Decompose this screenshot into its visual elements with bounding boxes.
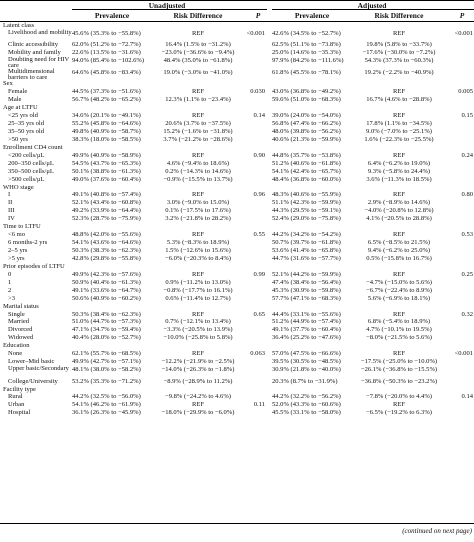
table-row (0, 128, 474, 136)
prevalence-unadjusted: 22.6% (13.5% to −31.6%) (72, 49, 141, 57)
risk-difference-adjusted: −4.7% (−15.0% to 5.6%) (366, 278, 432, 286)
prevalence-unadjusted: 44.2% (32.5% to −56.0%) (72, 393, 141, 401)
risk-difference-adjusted: REF (392, 401, 405, 409)
prevalence-unadjusted: 48.8% (42.0% to −55.6%) (72, 231, 141, 239)
row-label: >500 cells/μL (8, 175, 45, 183)
prevalence-adjusted: 43.0% (36.8% to −49.2%) (272, 88, 341, 96)
risk-difference-adjusted: 2.9% (−8.9% to 14.6%) (367, 199, 431, 207)
section-row (0, 104, 474, 112)
p-value-unadjusted: 0.55 (253, 231, 265, 239)
risk-difference-unadjusted: REF (191, 231, 204, 239)
prevalence-adjusted: 44.7% (31.6% to −57.7%) (272, 254, 341, 262)
section-row (0, 223, 474, 231)
risk-difference-adjusted: −36.8% (−50.3% to −23.2%) (360, 377, 438, 385)
row-label: <6 mo (8, 231, 25, 239)
prevalence-unadjusted: 40.4% (28.0% to −52.7%) (72, 334, 141, 342)
risk-difference-adjusted: −17.5% (−25.0% to −10.0%) (360, 358, 438, 366)
prevalence-adjusted: 45.5% (33.1% to −58.0%) (272, 409, 341, 417)
table-row (0, 255, 474, 263)
p-value-unadjusted: 0.14 (253, 112, 265, 120)
row-label: Female (8, 88, 28, 96)
row-label: Sex (3, 80, 13, 88)
row-label: College/University (8, 377, 58, 385)
table-row (0, 295, 474, 303)
table-row (0, 176, 474, 184)
prevalence-adjusted: 54.1% (42.4% to −65.7%) (272, 167, 341, 175)
row-label: Facility type (3, 385, 36, 393)
risk-difference-unadjusted: REF (191, 350, 204, 358)
p-value-unadjusted: 0.063 (250, 350, 265, 358)
prevalence-adjusted: 39.5% (30.5% to −48.5%) (272, 358, 341, 366)
prevalence-adjusted: 62.5% (51.1% to −73.8%) (272, 41, 341, 49)
risk-difference-unadjusted: REF (191, 88, 204, 96)
risk-difference-adjusted: −17.6% (−30.0% to −7.2%) (362, 49, 436, 57)
prevalence-adjusted: 61.8% (45.5% to −78.1%) (272, 68, 341, 76)
table-row (0, 358, 474, 366)
table-row (0, 88, 474, 96)
row-label: Education (3, 342, 30, 350)
prevalence-adjusted: 44.3% (29.5% to −59.1%) (272, 207, 341, 215)
risk-difference-unadjusted: −3.3% (−20.5% to 13.9%) (163, 326, 233, 334)
prevalence-unadjusted: 42.8% (29.8% to −55.8%) (72, 254, 141, 262)
risk-difference-unadjusted: −12.2% (−21.9% to −2.5%) (161, 358, 235, 366)
prevalence-unadjusted: 50.3% (38.4% to −62.3%) (72, 310, 141, 318)
risk-difference-unadjusted: 3.0% (−9.0% to 15.0%) (166, 199, 230, 207)
risk-difference-unadjusted: −14.0% (−26.3% to −1.8%) (161, 366, 235, 374)
row-label: 25–35 yrs old (8, 120, 45, 127)
row-label: <200 cells/μL (8, 151, 45, 159)
prevalence-unadjusted: 52.3% (28.7% to −75.9%) (72, 215, 141, 223)
prevalence-adjusted: 39.0% (24.0% to −54.0%) (272, 112, 341, 120)
row-label: >5 yrs (8, 254, 25, 262)
risk-difference-adjusted: 6.8% (−5.4% to 18.9%) (367, 318, 431, 326)
table-row (0, 326, 474, 334)
prevalence-adjusted: 20.3% (8.7% to −31.9%) (272, 377, 338, 385)
risk-difference-unadjusted: REF (191, 310, 204, 318)
prevalence-adjusted: 51.2% (40.6% to −61.8%) (272, 159, 341, 167)
prevalence-adjusted: 49.1% (37.7% to −60.4%) (272, 326, 341, 334)
prevalence-adjusted: 97.9% (84.2% to −111.6%) (272, 57, 344, 65)
header-risk-difference-unadjusted: Risk Difference (173, 11, 223, 20)
header-unadjusted: Unadjusted (148, 1, 186, 10)
table-row (0, 191, 474, 199)
header-p-unadjusted: P (255, 11, 261, 20)
prevalence-adjusted: 44.8% (35.7% to −53.8%) (272, 151, 341, 159)
prevalence-unadjusted: 51.0% (44.7% to −57.3%) (72, 318, 141, 326)
prevalence-unadjusted: 62.0% (51.2% to −72.7%) (72, 41, 141, 49)
prevalence-unadjusted: 49.2% (33.9% to −64.4%) (72, 207, 141, 215)
prevalence-unadjusted: 34.6% (20.1% to −49.1%) (72, 112, 141, 120)
table-body (0, 22, 474, 417)
row-label: Age at LTFU (3, 104, 38, 112)
prevalence-adjusted: 52.4% (29.0% to −75.8%) (272, 215, 341, 223)
row-label: Livelihood and mobility (8, 28, 72, 36)
table-row (0, 215, 474, 223)
prevalence-unadjusted: 49.9% (42.7% to −57.1%) (72, 358, 141, 366)
row-label: Latent class (3, 22, 35, 29)
p-value-adjusted: 0.80 (461, 191, 473, 199)
table-row (0, 401, 474, 409)
prevalence-unadjusted: 50.6% (40.9% to −60.2%) (72, 294, 141, 302)
risk-difference-unadjusted: 16.4% (1.5% to −31.2%) (165, 41, 231, 49)
row-label: 2–5 yrs (8, 247, 28, 254)
risk-difference-unadjusted: 12.3% (1.1% to −23.4%) (165, 96, 231, 104)
risk-difference-unadjusted: REF (191, 112, 204, 120)
table-row (0, 271, 474, 279)
prevalence-unadjusted: 52.1% (43.4% to −60.8%) (72, 199, 141, 207)
prevalence-adjusted: 50.7% (39.7% to −61.8%) (272, 239, 341, 247)
table-row (0, 350, 474, 358)
header-prevalence-unadjusted: Prevalence (94, 11, 130, 20)
prevalence-unadjusted: 50.3% (38.3% to −62.3%) (72, 247, 141, 254)
risk-difference-unadjusted: REF (191, 401, 204, 409)
prevalence-adjusted: 53.6% (41.4% to −65.8%) (272, 247, 341, 254)
p-value-adjusted: 0.24 (461, 151, 473, 159)
p-value-unadjusted: 0.90 (253, 151, 265, 159)
row-label: 35–50 yrs old (8, 127, 45, 135)
table-row (0, 168, 474, 176)
table-row (0, 247, 474, 255)
prevalence-unadjusted: 44.5% (37.3% to −51.6%) (72, 88, 141, 96)
risk-difference-unadjusted: −6.0% (−20.3% to 8.4%) (165, 254, 231, 262)
prevalence-adjusted: 57.0% (47.5% to −66.6%) (272, 350, 341, 358)
table-row (0, 287, 474, 295)
table-row (0, 96, 474, 104)
risk-difference-unadjusted: 0.1% (−17.5% to 17.6%) (165, 207, 231, 215)
row-label: Clinic accessibility (8, 41, 58, 49)
table-bottom-rule (0, 523, 474, 524)
risk-difference-adjusted: −26.1% (−36.8% to −15.5%) (360, 366, 438, 374)
risk-difference-unadjusted: 19.0% (−3.0% to −41.0%) (163, 68, 233, 76)
row-label: Urban (8, 401, 25, 409)
risk-difference-adjusted: REF (392, 310, 405, 318)
row-label: II (8, 199, 13, 207)
prevalence-adjusted: 36.4% (25.2% to −47.6%) (272, 334, 341, 342)
table-row (0, 366, 474, 378)
risk-difference-unadjusted: 0.9% (−11.2% to 13.0%) (165, 278, 231, 286)
risk-difference-unadjusted: 3.2% (−21.8% to 28.2%) (165, 215, 231, 223)
risk-difference-adjusted: REF (392, 350, 405, 358)
risk-difference-adjusted: −4.0% (−20.8% to 12.8%) (364, 207, 434, 215)
p-value-adjusted: 0.005 (458, 88, 473, 96)
table-row (0, 318, 474, 326)
row-label: Widowed (8, 334, 34, 342)
row-label: 2 (8, 286, 12, 294)
risk-difference-unadjusted: 20.6% (3.7% to −37.5%) (165, 120, 231, 127)
prevalence-unadjusted: 54.1% (43.6% to −64.6%) (72, 239, 141, 247)
risk-difference-adjusted: −6.7% (−22.4% to 8.9%) (366, 286, 432, 294)
p-value-adjusted: 0.15 (461, 112, 473, 120)
risk-difference-adjusted: REF (392, 29, 405, 37)
row-label: Enrollment CD4 count (3, 143, 63, 151)
table-row (0, 334, 474, 342)
row-label: Married (8, 318, 30, 326)
risk-difference-unadjusted: 0.6% (−11.4% to 12.7%) (165, 294, 231, 302)
risk-difference-adjusted: −6.5% (−19.2% to 6.3%) (366, 409, 432, 417)
section-row (0, 386, 474, 394)
risk-difference-unadjusted: 1.5% (−12.6% to 15.6%) (165, 247, 231, 254)
risk-difference-adjusted: 16.7% (4.6% to −28.8%) (366, 96, 432, 104)
prevalence-adjusted: 56.8% (47.4% to −66.2%) (272, 120, 341, 127)
prevalence-unadjusted: 49.1% (33.6% to −64.7%) (72, 286, 141, 294)
row-label: 0 (8, 270, 12, 278)
continued-note: (continued on next page) (402, 527, 472, 535)
table-row (0, 41, 474, 49)
prevalence-unadjusted: 36.1% (26.3% to −45.9%) (72, 409, 141, 417)
table-row (0, 409, 474, 417)
table-row (0, 30, 474, 42)
p-value-adjusted: 0.14 (461, 393, 473, 401)
prevalence-adjusted: 42.6% (34.5% to −52.7%) (272, 29, 341, 37)
risk-difference-unadjusted: −8.9% (−28.9% to 11.2%) (163, 377, 233, 385)
row-label: 1 (8, 278, 12, 286)
row-label: Marital status (3, 302, 39, 310)
prevalence-adjusted: 52.1% (44.2% to −59.9%) (272, 270, 341, 278)
risk-difference-adjusted: 4.1% (−20.5% to 28.8%) (366, 215, 432, 223)
risk-difference-unadjusted: 0.2% (−14.3% to 14.6%) (165, 167, 231, 175)
table-row (0, 49, 474, 57)
prevalence-adjusted: 48.0% (39.8% to −56.2%) (272, 127, 341, 135)
risk-difference-unadjusted: REF (191, 29, 204, 37)
risk-difference-adjusted: 9.3% (−5.8% to 24.4%) (367, 167, 431, 175)
table-row (0, 160, 474, 168)
header-group-row (0, 0, 474, 10)
prevalence-adjusted: 47.4% (38.4% to −56.4%) (272, 278, 341, 286)
risk-difference-unadjusted: −23.0% (−36.6% to −9.4%) (161, 49, 235, 57)
risk-difference-unadjusted: −9.8% (−24.2% to 4.6%) (165, 393, 231, 401)
prevalence-unadjusted: 49.9% (40.9% to −58.9%) (72, 151, 141, 159)
table-row (0, 311, 474, 319)
row-label: IV (8, 215, 15, 223)
risk-difference-adjusted: 19.2% (−2.2% to −40.9%) (364, 68, 434, 76)
header-column-row (0, 10, 474, 22)
row-label: III (8, 207, 15, 215)
section-row (0, 144, 474, 152)
risk-difference-adjusted: −7.8% (−20.0% to 4.4%) (366, 393, 432, 401)
p-value-unadjusted: 0.65 (253, 310, 265, 318)
prevalence-unadjusted: 50.9% (40.4% to −61.3%) (72, 278, 141, 286)
table-row (0, 207, 474, 215)
risk-difference-unadjusted: 0.7% (−12.1% to 13.4%) (165, 318, 231, 326)
prevalence-unadjusted: 54.1% (46.2% to −61.9%) (72, 401, 141, 409)
table-row (0, 136, 474, 144)
risk-difference-adjusted: 9.0% (−7.0% to −25.1%) (366, 127, 432, 135)
risk-difference-adjusted: 3.6% (−11.3% to 18.5%) (366, 175, 432, 183)
row-label: Single (8, 310, 25, 318)
risk-difference-unadjusted: REF (191, 191, 204, 199)
prevalence-unadjusted: 64.6% (45.8% to −83.4%) (72, 68, 141, 76)
row-label: Hospital (8, 409, 31, 417)
section-row (0, 342, 474, 350)
header-prevalence-adjusted: Prevalence (294, 11, 330, 20)
prevalence-adjusted: 52.0% (43.3% to −60.6%) (272, 401, 341, 409)
section-row (0, 80, 474, 88)
risk-difference-unadjusted: 5.3% (−8.3% to 18.9%) (166, 239, 230, 247)
table-row (0, 112, 474, 120)
risk-difference-unadjusted: 3.7% (−21.2% to −28.6%) (163, 135, 233, 143)
prevalence-unadjusted: 50.1% (38.8% to −61.3%) (72, 167, 141, 175)
p-value-adjusted: 0.53 (461, 231, 473, 239)
p-value-adjusted: 0.25 (461, 270, 473, 278)
p-value-unadjusted: 0.030 (250, 88, 265, 96)
table-row (0, 120, 474, 128)
table-row (0, 231, 474, 239)
row-label: None (8, 350, 23, 358)
row-label: Time to LTFU (3, 223, 41, 231)
risk-difference-adjusted: REF (392, 151, 405, 159)
prevalence-unadjusted: 47.1% (34.7% to −59.4%) (72, 326, 141, 334)
prevalence-adjusted: 45.3% (30.9% to −59.8%) (272, 286, 341, 294)
header-risk-difference-adjusted: Risk Difference (374, 11, 424, 20)
row-label: 6 months-2 yrs (8, 239, 48, 247)
prevalence-unadjusted: 49.0% (37.6% to −60.4%) (72, 175, 141, 183)
row-label: Divorced (8, 326, 33, 334)
row-label: Lower–Mid basic (8, 358, 55, 366)
row-label: <25 yrs old (8, 112, 38, 120)
row-label: 350–500 cells/μL (8, 167, 54, 175)
table-row (0, 57, 474, 69)
row-label: Doubting need for HIV care (8, 56, 70, 70)
header-adjusted: Adjusted (357, 1, 387, 10)
risk-difference-adjusted: 0.5% (−15.8% to 16.7%) (366, 254, 432, 262)
prevalence-unadjusted: 49.1% (40.8% to −57.4%) (72, 191, 141, 199)
prevalence-adjusted: 48.4% (36.8% to −60.0%) (272, 175, 341, 183)
risk-difference-adjusted: 4.7% (−10.1% to 19.5%) (366, 326, 432, 334)
p-value-adjusted: <0.001 (454, 350, 473, 358)
risk-difference-unadjusted: −18.0% (−29.9% to −6.0%) (161, 409, 235, 417)
risk-difference-unadjusted: −10.0% (−25.8% to 5.8%) (163, 334, 233, 342)
risk-difference-adjusted: 17.8% (1.1% to −34.5%) (366, 120, 432, 127)
prevalence-adjusted: 57.7% (47.1% to −68.3%) (272, 294, 341, 302)
section-row (0, 303, 474, 311)
risk-difference-adjusted: REF (392, 88, 405, 96)
table-row (0, 378, 474, 386)
prevalence-unadjusted: 38.3% (18.0% to −58.5%) (72, 135, 141, 143)
prevalence-unadjusted: 94.0% (85.4% to −102.6%) (72, 57, 145, 65)
risk-difference-adjusted: 6.4% (−6.2% to 19.0%) (367, 159, 431, 167)
table-row (0, 239, 474, 247)
risk-difference-adjusted: 54.3% (37.3% to −60.3%) (364, 57, 434, 65)
risk-difference-adjusted: 6.5% (−8.5% to 21.5%) (367, 239, 431, 247)
p-value-unadjusted: <0.001 (246, 29, 265, 37)
risk-difference-unadjusted: 15.2% (−1.6% to −31.8%) (163, 127, 233, 135)
prevalence-adjusted: 51.2% (44.9% to −57.4%) (272, 318, 341, 326)
table-row (0, 69, 474, 81)
table-row (0, 393, 474, 401)
prevalence-unadjusted: 62.1% (55.7% to −68.5%) (72, 350, 141, 358)
p-value-unadjusted: 0.96 (253, 191, 265, 199)
row-label: Upper basic/Secondary (8, 365, 69, 373)
risk-difference-adjusted: 5.6% (−6.9% to 18.1%) (367, 294, 431, 302)
row-label: I (8, 191, 11, 199)
row-label: Prior episodes of LTFU (3, 262, 65, 270)
table-row (0, 199, 474, 207)
prevalence-adjusted: 44.2% (34.2% to −54.2%) (272, 231, 341, 239)
risk-difference-adjusted: 19.8% (5.8% to −33.7%) (366, 41, 432, 49)
row-label: >3 (8, 294, 15, 302)
prevalence-unadjusted: 49.9% (42.3% to −57.6%) (72, 270, 141, 278)
prevalence-unadjusted: 55.2% (45.8% to −64.6%) (72, 120, 141, 127)
risk-difference-unadjusted: REF (191, 270, 204, 278)
risk-difference-adjusted: REF (392, 191, 405, 199)
p-value-unadjusted: 0.11 (253, 401, 265, 409)
row-label: Rural (8, 393, 23, 401)
table-row (0, 279, 474, 287)
p-value-adjusted: 0.32 (461, 310, 473, 318)
prevalence-adjusted: 48.3% (40.6% to −55.9%) (272, 191, 341, 199)
prevalence-adjusted: 51.1% (42.3% to −59.9%) (272, 199, 341, 207)
risk-difference-adjusted: REF (392, 270, 405, 278)
risk-difference-adjusted: REF (392, 112, 405, 120)
row-label: Multidimensional barriers to care (8, 67, 55, 81)
p-value-adjusted: <0.001 (454, 29, 473, 37)
row-label: >50 yrs (8, 135, 28, 143)
risk-difference-adjusted: 1.6% (−22.3% to −25.5%) (364, 135, 434, 143)
prevalence-adjusted: 59.6% (51.0% to −68.3%) (272, 96, 341, 104)
risk-difference-unadjusted: REF (191, 151, 204, 159)
row-label: WHO stage (3, 183, 34, 191)
row-label: 200–350 cells/μL (8, 159, 54, 167)
risk-difference-unadjusted: 4.6% (−9.4% to 18.6%) (166, 159, 230, 167)
prevalence-unadjusted: 45.6% (35.3% to −55.8%) (72, 29, 141, 37)
prevalence-adjusted: 44.2% (32.2% to −56.2%) (272, 393, 341, 401)
risk-difference-unadjusted: −0.8% (−17.7% to 16.1%) (163, 286, 233, 294)
prevalence-unadjusted: 48.1% (38.0% to −58.2%) (72, 366, 141, 374)
p-value-unadjusted: 0.99 (253, 270, 265, 278)
risk-difference-unadjusted: 48.4% (35.0% to −61.8%) (163, 57, 233, 65)
risk-difference-adjusted: −8.0% (−21.5% to 5.6%) (366, 334, 432, 342)
prevalence-adjusted: 40.6% (21.3% to −59.9%) (272, 135, 341, 143)
prevalence-unadjusted: 49.8% (40.9% to −58.7%) (72, 127, 141, 135)
prevalence-unadjusted: 54.5% (43.7% to −65.3%) (72, 159, 141, 167)
prevalence-unadjusted: 56.7% (48.2% to −65.2%) (72, 96, 141, 104)
row-label: Mobility and family (8, 49, 61, 57)
risk-difference-unadjusted: −0.9% (−15.5% to 13.7%) (163, 175, 233, 183)
header-p-adjusted: P (459, 11, 465, 20)
prevalence-adjusted: 44.4% (33.1% to −55.6%) (272, 310, 341, 318)
risk-difference-adjusted: 9.4% (−6.2% to 25.0%) (367, 247, 431, 254)
prevalence-unadjusted: 53.2% (35.3% to −71.2%) (72, 377, 141, 385)
section-row (0, 263, 474, 271)
prevalence-adjusted: 25.0% (14.6% to −35.3%) (272, 49, 341, 57)
table-row (0, 152, 474, 160)
risk-difference-adjusted: REF (392, 231, 405, 239)
section-row (0, 184, 474, 192)
prevalence-adjusted: 30.9% (21.8% to −40.0%) (272, 366, 341, 374)
row-label: Male (8, 96, 22, 104)
